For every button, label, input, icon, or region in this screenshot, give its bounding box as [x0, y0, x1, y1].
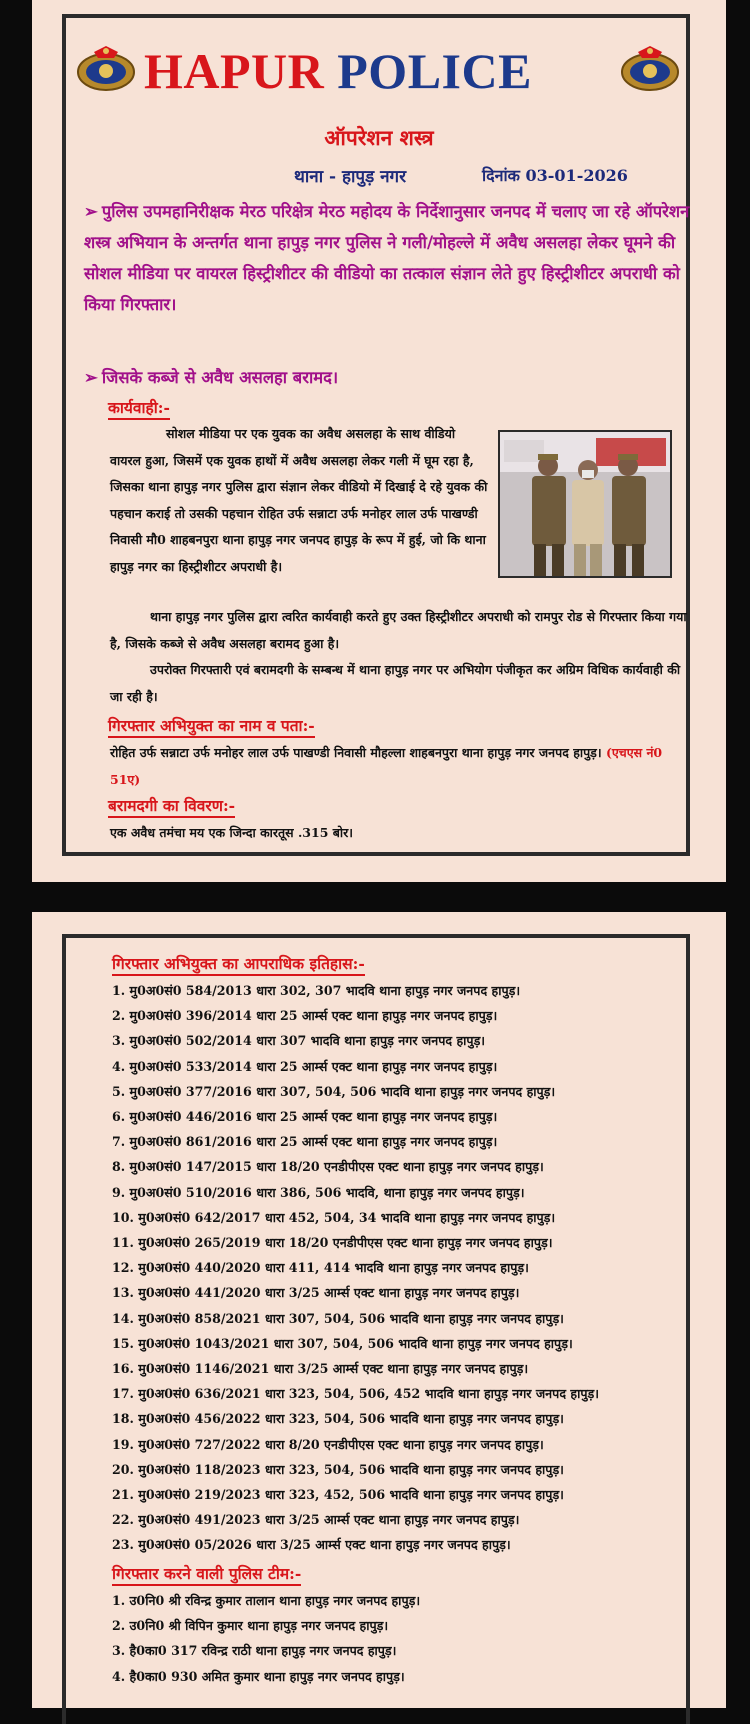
list-item: 19. मु0अ0सं0 727/2022 धारा 8/20 एनडीपीएस एक्ट थाना हापुड़ नगर जनपद हापुड़।	[112, 1436, 544, 1452]
list-item: 12. मु0अ0सं0 440/2020 धारा 411, 414 भादवि थाना हापुड़ नगर जनपद हापुड़।	[112, 1260, 529, 1276]
team-heading: गिरफ्तार करने वाली पुलिस टीम:-	[112, 1564, 301, 1586]
list-item: 1. मु0अ0सं0 584/2013 धारा 302, 307 भादवि थाना हापुड़ नगर जनपद हापुड़।	[112, 983, 521, 998]
action-paragraph-2: थाना हापुड़ नगर पुलिस द्वारा त्वरित कार्यवाही करते हुए उक्त हिस्ट्रीशीटर अपराधी को रामपुर रोड से गिरफ्तार किया गया है, जिसके कब्जे से अवैध असलहा बरामद हुआ है।	[110, 609, 687, 651]
list-item: 17. मु0अ0सं0 636/2021 धारा 323, 504, 506, 452 भादवि थाना हापुड़ नगर जनपद हापुड़।	[112, 1386, 600, 1402]
summary-point-1	[84, 196, 702, 320]
operation-title: ऑपरेशन शस्त्र	[324, 125, 434, 150]
list-item: 10. मु0अ0सं0 642/2017 धारा 452, 504, 34 भादवि थाना हापुड़ नगर जनपद हापुड़।	[112, 1209, 556, 1225]
history-heading: गिरफ्तार अभियुक्त का आपराधिक इतिहास:-	[112, 954, 365, 976]
list-item: 16. मु0अ0सं0 1146/2021 धारा 3/25 आर्म्स एक्ट थाना हापुड़ नगर जनपद हापुड़।	[112, 1361, 529, 1377]
list-item: 13. मु0अ0सं0 441/2020 धारा 3/25 आर्म्स एक्ट थाना हापुड़ नगर जनपद हापुड़।	[112, 1285, 520, 1301]
summary-point-2	[84, 362, 702, 393]
list-item: 21. मु0अ0सं0 219/2023 धारा 323, 452, 506 भादवि थाना हापुड़ नगर जनपद हापुड़।	[112, 1487, 564, 1503]
list-item: 5. मु0अ0सं0 377/2016 धारा 307, 504, 506 भादवि थाना हापुड़ नगर जनपद हापुड़।	[112, 1083, 556, 1099]
arrest-photo-image	[500, 432, 670, 576]
list-item: 23. मु0अ0सं0 05/2026 धारा 3/25 आर्म्स एक्ट थाना हापुड़ नगर जनपद हापुड़।	[112, 1537, 511, 1553]
police-station: थाना - हापुड़ नगर	[294, 167, 407, 187]
accused-text: रोहित उर्फ सन्नाटा उर्फ मनोहर लाल उर्फ पाखण्डी निवासी मौहल्ला शाहबनपुरा थाना हापुड़ नगर जनपद हापुड़।	[110, 745, 602, 760]
arrow-bullet-icon: ➢	[84, 368, 98, 387]
title-red-part: HAPUR	[144, 43, 325, 99]
list-item: 11. मु0अ0सं0 265/2019 धारा 18/20 एनडीपीएस एक्ट थाना हापुड़ नगर जनपद हापुड़।	[112, 1235, 553, 1251]
list-item: 14. मु0अ0सं0 858/2021 धारा 307, 504, 506 भादवि थाना हापुड़ नगर जनपद हापुड़।	[112, 1310, 564, 1326]
list-item: 4. मु0अ0सं0 533/2014 धारा 25 आर्म्स एक्ट थाना हापुड़ नगर जनपद हापुड़।	[112, 1058, 498, 1074]
press-note-page-1	[32, 0, 726, 882]
list-item: 15. मु0अ0सं0 1043/2021 धारा 307, 504, 506 भादवि थाना हापुड़ नगर जनपद हापुड़।	[112, 1335, 573, 1351]
list-item: 4. है0का0 930 अमित कुमार थाना हापुड़ नगर जनपद हापुड़।	[112, 1668, 405, 1684]
list-item: 2. मु0अ0सं0 396/2014 धारा 25 आर्म्स एक्ट थाना हापुड़ नगर जनपद हापुड़।	[112, 1008, 498, 1024]
criminal-history-list	[112, 978, 599, 1558]
title-blue-part: POLICE	[337, 43, 532, 99]
police-team-list	[112, 1588, 420, 1689]
arrest-photo	[498, 430, 672, 578]
list-item: 6. मु0अ0सं0 446/2016 धारा 25 आर्म्स एक्ट थाना हापुड़ नगर जनपद हापुड़।	[112, 1109, 498, 1125]
recovery-details: एक अवैध तमंचा मय एक जिन्दा कारतूस .315 बोर।	[110, 825, 353, 840]
summary-point-1-text: पुलिस उपमहानिरीक्षक मेरठ परिक्षेत्र मेरठ महोदय के निर्देशानुसार जनपद में चलाए जा रहे ऑपरेशन शस्त्र अभियान के अन्तर्गत थाना हापुड़ नगर पुलिस ने गली/मोहल्ले में अवैध असलहा लेकर घूमने की सोशल मीडिया पर वायरल हिस्ट्रीशीटर की वीडियो का तत्काल संज्ञान लेते हुए हिस्ट्रीशीटर अपराधी को किया गिरफ्तार।	[84, 202, 690, 314]
press-note-page-2	[32, 912, 726, 1708]
list-item: 9. मु0अ0सं0 510/2016 धारा 386, 506 भादवि, थाना हापुड़ नगर जनपद हापुड़।	[112, 1184, 525, 1200]
accused-hs-number: (एचएस नं0 51ए)	[110, 745, 663, 787]
summary-point-2-text: जिसके कब्जे से अवैध असलहा बरामद।	[101, 368, 339, 387]
list-item: 8. मु0अ0सं0 147/2015 धारा 18/20 एनडीपीएस एक्ट थाना हापुड़ नगर जनपद हापुड़।	[112, 1159, 544, 1175]
recovery-heading: बरामदगी का विवरण:-	[108, 796, 235, 818]
up-police-emblem-icon	[618, 42, 682, 92]
list-item: 22. मु0अ0सं0 491/2023 धारा 3/25 आर्म्स एक्ट थाना हापुड़ नगर जनपद हापुड़।	[112, 1512, 520, 1528]
action-paragraph-3: उपरोक्त गिरफ्तारी एवं बरामदगी के सम्बन्ध में थाना हापुड़ नगर पर अभियोग पंजीकृत कर अग्रिम विधिक कार्यवाही की जा रही है।	[110, 662, 681, 704]
up-police-emblem-icon	[74, 42, 138, 92]
list-item: 3. मु0अ0सं0 502/2014 धारा 307 भादवि थाना हापुड़ नगर जनपद हापुड़।	[112, 1033, 486, 1049]
list-item: 3. है0का0 317 रविन्द्र राठी थाना हापुड़ नगर जनपद हापुड़।	[112, 1643, 397, 1659]
accused-details	[110, 740, 690, 793]
action-paragraph-1: सोशल मीडिया पर एक युवक का अवैध असलहा के साथ वीडियो वायरल हुआ, जिसमें एक युवक हाथों में अवैध असलहा लेकर गली में घूम रहा है, जिसका थाना हापुड़ नगर पुलिस द्वारा संज्ञान लेकर वीडियो में दिखाई दे रहे युवक की पहचान कराई तो उसकी पहचान रोहित उर्फ सन्नाटा उर्फ मनोहर लाल उर्फ पाखण्डी निवासी मौ0 शाहबनपुरा थाना हापुड़ नगर जनपद हापुड़ के रूप में हुई, जो कि थाना हापुड़ नगर का हिस्ट्रीशीटर अपराधी है।	[110, 426, 488, 574]
accused-heading: गिरफ्तार अभियुक्त का नाम व पता:-	[108, 716, 315, 738]
list-item: 7. मु0अ0सं0 861/2016 धारा 25 आर्म्स एक्ट थाना हापुड़ नगर जनपद हापुड़।	[112, 1134, 498, 1150]
press-date: दिनांक 03-01-2026	[482, 166, 628, 185]
list-item: 2. उ0नि0 श्री विपिन कुमार थाना हापुड़ नगर जनपद हापुड़।	[112, 1618, 389, 1634]
list-item: 18. मु0अ0सं0 456/2022 धारा 323, 504, 506 भादवि थाना हापुड़ नगर जनपद हापुड़।	[112, 1411, 564, 1427]
arrow-bullet-icon: ➢	[84, 202, 98, 221]
hapur-police-title	[144, 42, 614, 100]
list-item: 20. मु0अ0सं0 118/2023 धारा 323, 504, 506 भादवि थाना हापुड़ नगर जनपद हापुड़।	[112, 1461, 564, 1477]
list-item: 1. उ0नि0 श्री रविन्द्र कुमार तालान थाना हापुड़ नगर जनपद हापुड़।	[112, 1593, 421, 1608]
action-heading: कार्यवाही:-	[108, 398, 170, 420]
